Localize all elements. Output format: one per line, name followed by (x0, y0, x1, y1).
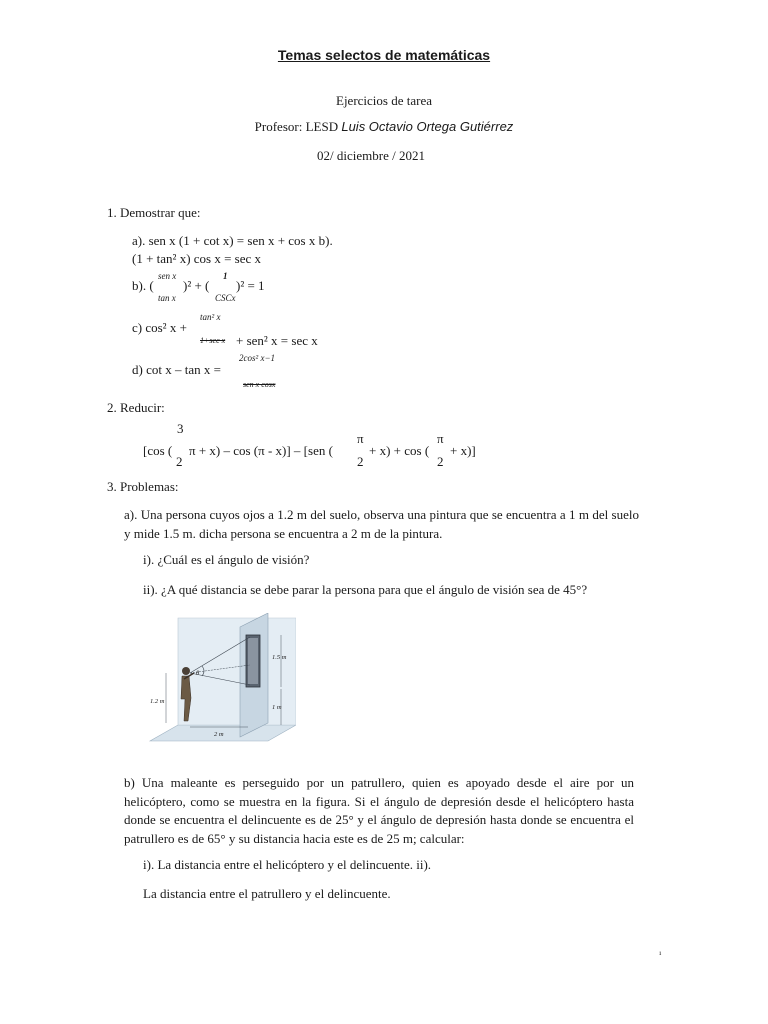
viewing-angle-figure (148, 613, 296, 743)
reduce-numerator-pi2: π (437, 431, 444, 446)
exercise-1b-middle: )² + ( (183, 278, 210, 293)
exercise-1b-denominator1: tan x (158, 293, 176, 303)
exercise-1b-numerator2: 1 (223, 271, 228, 281)
problem-a-question-ii: ii). ¿A qué distancia se debe parar la persona para que el ángulo de visión sea de 45°? (143, 582, 588, 597)
exercise-1b-suffix: )² = 1 (236, 278, 265, 293)
figure-label-1-5m: 1.5 m (272, 654, 287, 661)
professor-name: Luis Octavio Ortega Gutiérrez (341, 119, 514, 134)
professor-prefix: Profesor: LESD (254, 119, 342, 134)
problem-b-question-i: i). La distancia entre el helicóptero y el delincuente. ii). (143, 857, 432, 872)
reduce-numerator-pi1: π (357, 431, 364, 446)
exercise-1b-denominator2: CSCx (215, 293, 236, 303)
document-subtitle: Ejercicios de tarea (336, 93, 432, 108)
document-title: Temas selectos de matemáticas (277, 47, 491, 63)
footer-mark: ¹ (659, 950, 662, 959)
exercise-1a-line2: (1 + tan² x) cos x = sec x (132, 251, 262, 266)
exercise-1c-prefix: c) cos² x + (132, 320, 187, 335)
section2-heading: 2. Reducir: (107, 400, 165, 415)
reduce-denominator-2c: 2 (437, 454, 444, 469)
exercise-1a-line1: a). sen x (1 + cot x) = sen x + cos x b). (132, 233, 333, 248)
section3-heading: 3. Problemas: (107, 479, 179, 494)
professor-line (0, 119, 768, 135)
problem-a-question-i: i). ¿Cuál es el ángulo de visión? (143, 552, 310, 567)
exercise-1d-numerator: 2cos² x−1 (239, 353, 276, 363)
problem-b-question-ii: La distancia entre el patrullero y el delincuente. (143, 886, 391, 901)
exercise-1b-numerator1: sen x (158, 271, 177, 281)
reduce-part2: π + x) – cos (π - x)] – [sen ( (189, 443, 333, 458)
reduce-part1: [cos ( (143, 443, 173, 458)
section1-heading: 1. Demostrar que: (107, 205, 201, 220)
problem-b-text: b) Una maleante es perseguido por un patrullero, quien es apoyado desde el aire por un helicóptero, como se muestra en la figura. Si el ángulo de depresión desde el helicóptero hasta donde se encuentra el delincuente es de 25° y el ángulo de depresión hasta donde se encuentra el patrullero es de 65° y su distancia hacia este es de 25 m; calcular: (124, 775, 634, 846)
reduce-denominator-2b: 2 (357, 454, 364, 469)
reduce-denominator-2a: 2 (176, 454, 183, 469)
exercise-1d-prefix: d) cot x – tan x = (132, 362, 221, 377)
exercise-1d-denominator: sen x cosx (243, 380, 276, 389)
document-date: 02/ diciembre / 2021 (317, 148, 425, 163)
exercise-1b-prefix: b). ( (132, 278, 154, 293)
figure-label-2m: 2 m (214, 731, 224, 738)
figure-label-theta: θ (196, 670, 200, 677)
exercise-1c-numerator: tan² x (200, 312, 221, 322)
figure-label-1m: 1 m (272, 704, 282, 711)
exercise-1c-suffix: + sen² x = sec x (236, 333, 318, 348)
reduce-part4: + x)] (450, 443, 476, 458)
exercise-1c-denominator: 1+sec x (200, 336, 226, 345)
reduce-numerator-3: 3 (177, 421, 184, 436)
figure-label-1-2m: 1.2 m (150, 698, 165, 705)
reduce-part3: + x) + cos ( (369, 443, 430, 458)
problem-a-text: a). Una persona cuyos ojos a 1.2 m del suelo, observa una pintura que se encuentra a 1 m del suelo y mide 1.5 m. dicha persona se encuentra a 2 m de la pintura. (124, 507, 639, 541)
